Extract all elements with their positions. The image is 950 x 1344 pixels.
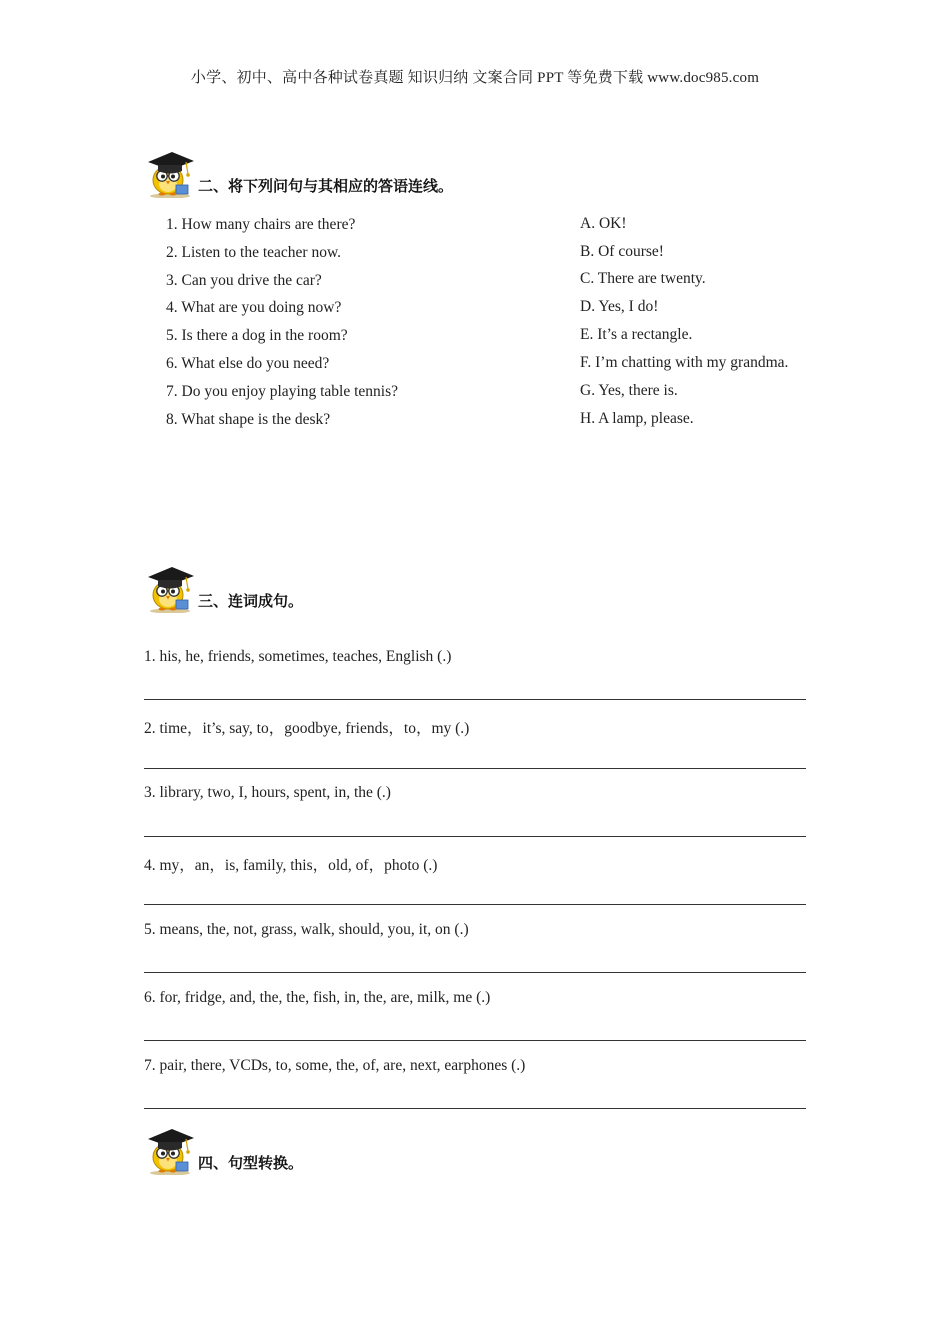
word-order-item: 3. library, two, I, hours, spent, in, the (.) <box>144 784 391 801</box>
matching-question: 1. How many chairs are there? <box>166 216 356 233</box>
matching-question: 5. Is there a dog in the room? <box>166 327 348 344</box>
word-order-item: 6. for, fridge, and, the, the, fish, in, the, are, milk, me (.) <box>144 989 491 1006</box>
matching-answer: C. There are twenty. <box>580 270 706 287</box>
matching-answer: E. It’s a rectangle. <box>580 326 693 343</box>
section-4-title: 四、句型转换。 <box>198 1154 304 1172</box>
word-order-item: 1. his, he, friends, sometimes, teaches, English (.) <box>144 648 452 665</box>
answer-line[interactable] <box>144 972 806 973</box>
matching-question: 8. What shape is the desk? <box>166 411 331 428</box>
answer-line[interactable] <box>144 836 806 837</box>
owl-scholar-icon <box>142 561 198 613</box>
matching-question: 4. What are you doing now? <box>166 299 342 316</box>
answer-line[interactable] <box>144 1108 806 1109</box>
answer-line[interactable] <box>144 768 806 769</box>
page-header: 小学、初中、高中各种试卷真题 知识归纳 文案合同 PPT 等免费下载 www.doc985.com <box>190 70 760 86</box>
matching-question: 3. Can you drive the car? <box>166 272 322 289</box>
section-2-title: 二、将下列问句与其相应的答语连线。 <box>198 177 454 195</box>
matching-answer: A. OK! <box>580 215 627 232</box>
word-order-item: 2. time，it’s, say, to，goodbye, friends，to，my (.) <box>144 720 470 737</box>
answer-line[interactable] <box>144 699 806 700</box>
answer-line[interactable] <box>144 1040 806 1041</box>
section-4-title-row <box>142 1125 303 1175</box>
matching-question: 2. Listen to the teacher now. <box>166 244 342 261</box>
matching-question: 7. Do you enjoy playing table tennis? <box>166 383 399 400</box>
section-3-title: 三、连词成句。 <box>198 592 304 610</box>
matching-answer: B. Of course! <box>580 243 664 260</box>
matching-answer: G. Yes, there is. <box>580 382 678 399</box>
matching-question: 6. What else do you need? <box>166 355 330 372</box>
word-order-item: 7. pair, there, VCDs, to, some, the, of, are, next, earphones (.) <box>144 1057 526 1074</box>
word-order-item: 4. my，an，is, family, this，old, of，photo (.) <box>144 857 438 874</box>
owl-scholar-icon <box>142 1123 198 1175</box>
owl-scholar-icon <box>142 146 198 198</box>
matching-answer: H. A lamp, please. <box>580 410 694 427</box>
section-3-title-row <box>142 563 303 613</box>
matching-answer: F. I’m chatting with my grandma. <box>580 354 789 371</box>
section-2-title-row <box>142 148 453 198</box>
answer-line[interactable] <box>144 904 806 905</box>
word-order-item: 5. means, the, not, grass, walk, should, you, it, on (.) <box>144 921 469 938</box>
matching-answer: D. Yes, I do! <box>580 298 659 315</box>
